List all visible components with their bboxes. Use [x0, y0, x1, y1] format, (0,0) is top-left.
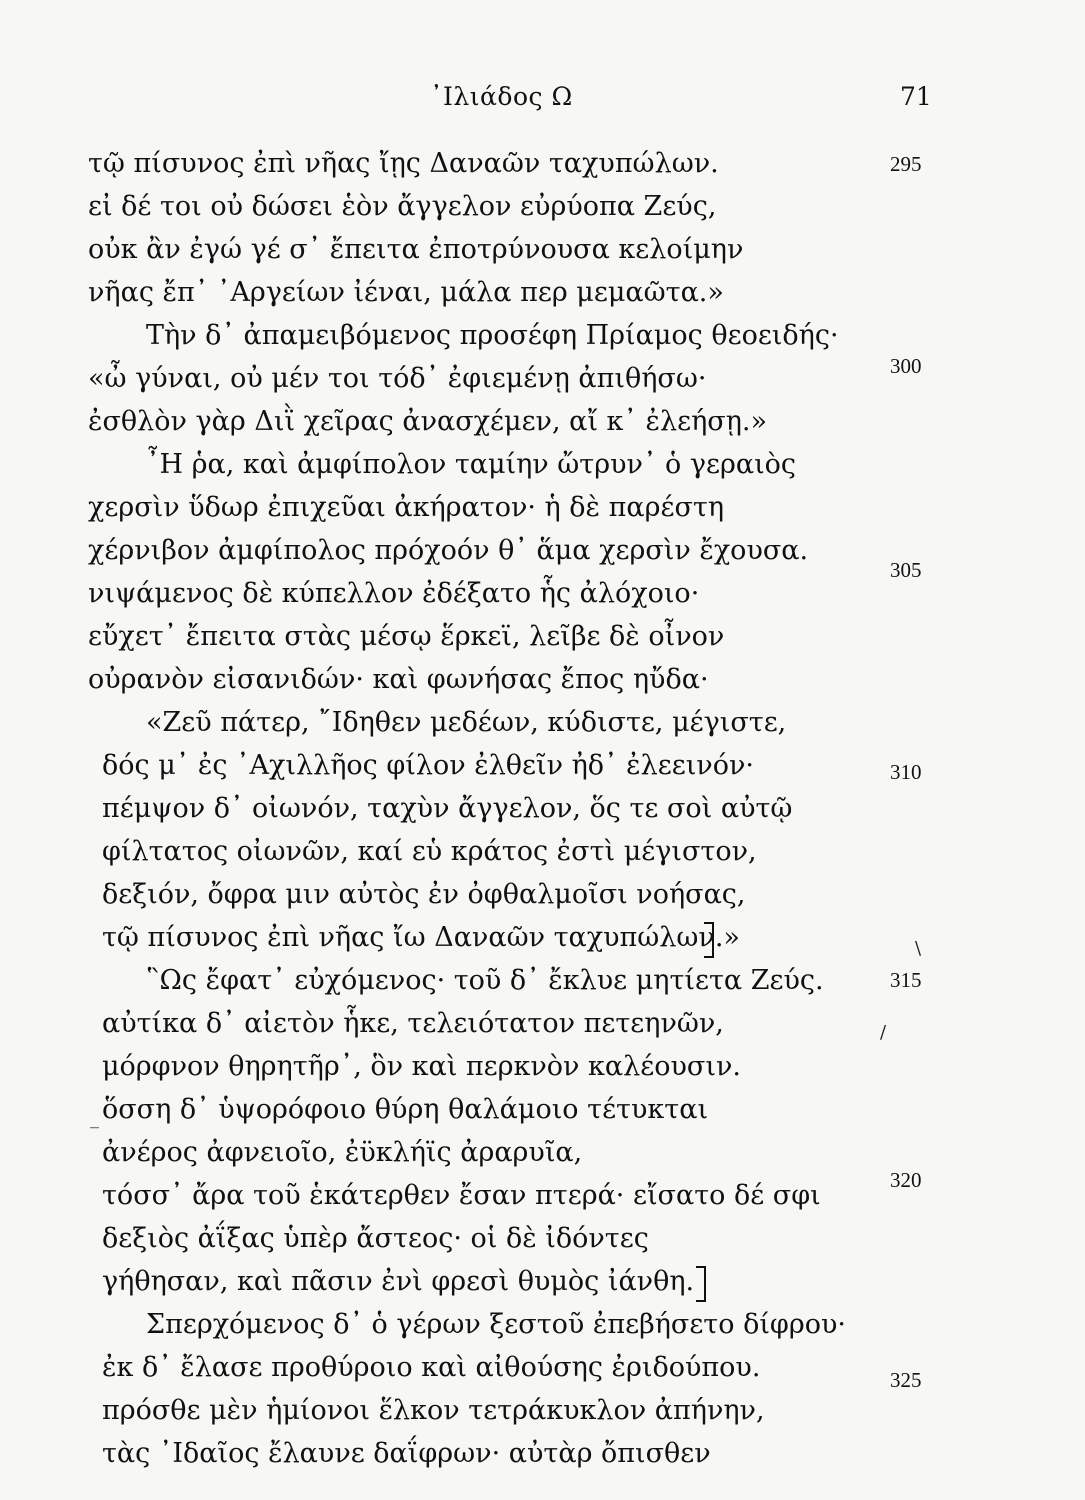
verse-line: ἐκ δ᾽ ἔλασε προθύροιο καὶ αἰθούσης ἐριδούπου.	[102, 1352, 761, 1383]
verse-line: γήθησαν, καὶ πᾶσιν ἐνὶ φρεσὶ θυμὸς ἰάνθη.	[102, 1266, 695, 1297]
line-number: 325	[890, 1368, 922, 1392]
verse-line: χερσὶν ὕδωρ ἐπιχεῦαι ἀκήρατον· ἡ δὲ παρέστη	[88, 492, 724, 523]
line-number: 310	[890, 760, 922, 784]
verse-line: τῷ πίσυνος ἐπὶ νῆας ἴω Δαναῶν ταχυπώλων.»	[102, 922, 740, 953]
verse-line: ῏Η ῥα, καὶ ἀμφίπολον ταμίην ὤτρυν᾽ ὁ γεραιὸς	[146, 449, 797, 480]
verse-line: νιψάμενος δὲ κύπελλον ἐδέξατο ἧς ἀλόχοιο·	[88, 578, 700, 609]
verse-line: ῝Ως ἔφατ᾽ εὐχόμενος· τοῦ δ᾽ ἔκλυε μητίετα Ζεύς.	[146, 965, 824, 996]
verse-line: Τὴν δ᾽ ἀπαμειβόμενος προσέφη Πρίαμος θεοειδής·	[146, 320, 839, 351]
pencil-mark: _	[90, 1108, 99, 1129]
line-number: 295	[890, 152, 922, 176]
margin-bracket	[696, 1266, 706, 1302]
verse-line: Σπερχόμενος δ᾽ ὁ γέρων ξεστοῦ ἐπεβήσετο δίφρου·	[146, 1309, 846, 1340]
verse-line: νῆας ἔπ᾽ ᾽Αργείων ἰέναι, μάλα περ μεμαῶτα.»	[88, 277, 724, 308]
verse-line: εὔχετ᾽ ἔπειτα στὰς μέσῳ ἕρκεϊ, λεῖβε δὲ οἶνον	[88, 621, 725, 652]
verse-line: αὐτίκα δ᾽ αἰετὸν ἧκε, τελειότατον πετεηνῶν,	[102, 1008, 724, 1039]
verse-line: τῷ πίσυνος ἐπὶ νῆας ἴῃς Δαναῶν ταχυπώλων.	[88, 148, 719, 179]
pencil-mark: \	[915, 938, 922, 959]
verse-line: εἰ δέ τοι οὐ δώσει ἑὸν ἄγγελον εὐρύοπα Ζεύς,	[88, 191, 717, 222]
page-number: 71	[900, 82, 932, 111]
verse-line: δός μ᾽ ἐς ᾽Αχιλλῆος φίλον ἐλθεῖν ἠδ᾽ ἐλεεινόν·	[102, 750, 754, 781]
pencil-mark: /	[880, 1022, 887, 1043]
verse-line: πέμψον δ᾽ οἰωνόν, ταχὺν ἄγγελον, ὅς τε σοὶ αὐτῷ	[102, 793, 793, 824]
verse-line: ἐσθλὸν γὰρ Διῒ χεῖρας ἀνασχέμεν, αἴ κ᾽ ἐλεήσῃ.»	[88, 406, 767, 437]
margin-bracket	[704, 922, 714, 958]
verse-line: ὅσση δ᾽ ὑψορόφοιο θύρη θαλάμοιο τέτυκται	[102, 1094, 709, 1125]
line-number: 320	[890, 1168, 922, 1192]
verse-line: μόρφνον θηρητῆρ᾽, ὃν καὶ περκνὸν καλέουσιν.	[102, 1051, 741, 1082]
verse-line: φίλτατος οἰωνῶν, καί εὑ κράτος ἐστὶ μέγιστον,	[102, 836, 757, 867]
verse-line: πρόσθε μὲν ἡμίονοι ἕλκον τετράκυκλον ἀπήνην,	[102, 1395, 765, 1426]
verse-line: οὐκ ἂν ἐγώ γέ σ᾽ ἔπειτα ἐποτρύνουσα κελοίμην	[88, 234, 744, 265]
verse-line: «Ζεῦ πάτερ, ῎Ιδηθεν μεδέων, κύδιστε, μέγιστε,	[146, 707, 787, 738]
verse-line: ἀνέρος ἀφνειοῖο, ἐϋκλήϊς ἀραρυῖα,	[102, 1137, 583, 1168]
line-number: 300	[890, 354, 922, 378]
verse-line: οὐρανὸν εἰσανιδών· καὶ φωνήσας ἔπος ηὔδα·	[88, 664, 709, 695]
line-number: 305	[890, 558, 922, 582]
verse-line: τόσσ᾽ ἄρα τοῦ ἑκάτερθεν ἔσαν πτερά· εἴσατο δέ σφι	[102, 1180, 821, 1211]
verse-line: τὰς ᾽Ιδαῖος ἔλαυνε δαΐφρων· αὐτὰρ ὄπισθεν	[102, 1438, 711, 1469]
verse-line: «ὦ γύναι, οὐ μέν τοι τόδ᾽ ἐφιεμένῃ ἀπιθήσω·	[88, 363, 707, 394]
running-head: ᾽Ιλιάδος Ω	[430, 82, 573, 111]
line-number: 315	[890, 968, 922, 992]
verse-line: δεξιὸς ἀΐξας ὑπὲρ ἄστεος· οἱ δὲ ἰδόντες	[102, 1223, 649, 1254]
verse-line: δεξιόν, ὄφρα μιν αὐτὸς ἐν ὀφθαλμοῖσι νοήσας,	[102, 879, 746, 910]
verse-line: χέρνιβον ἀμφίπολος πρόχοόν θ᾽ ἅμα χερσὶν ἔχουσα.	[88, 535, 809, 566]
